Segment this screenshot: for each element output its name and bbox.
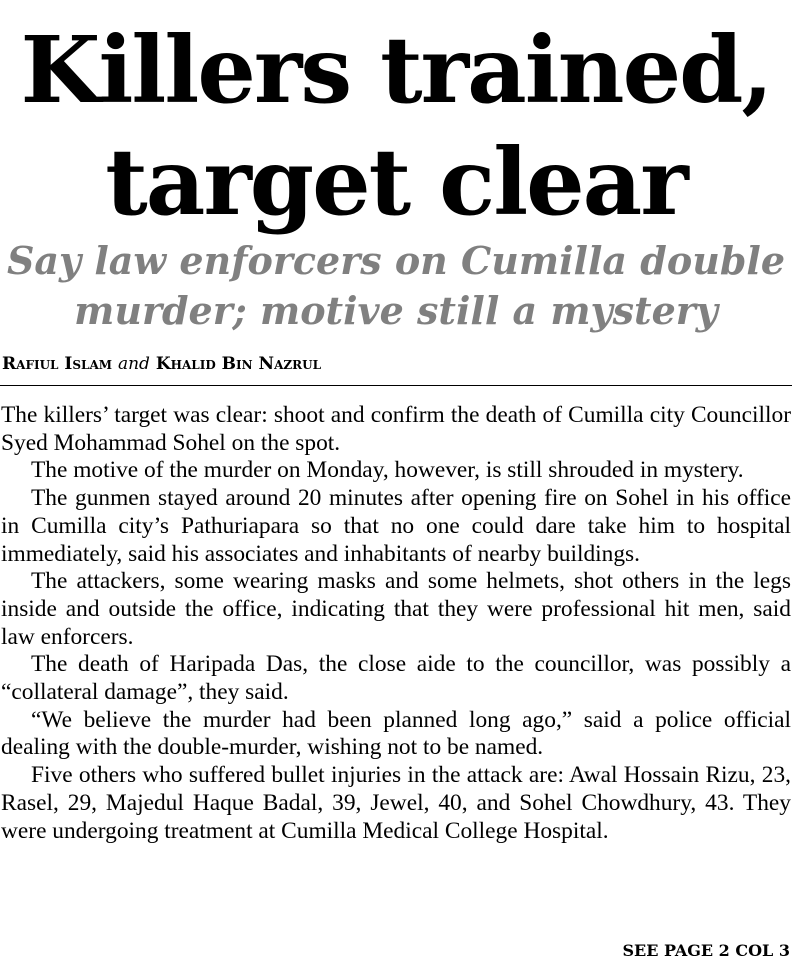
byline-author-1: Rafiul Islam (2, 354, 113, 374)
byline (2, 352, 782, 376)
paragraph-2: The motive of the murder on Monday, however, is still shrouded in mystery. (31, 457, 744, 484)
headline-line-2: target clear (105, 128, 687, 236)
headline (0, 14, 792, 238)
subheadline (0, 236, 792, 336)
paragraph-6: “We believe the murder had been planned long ago,” said a police official dealing with the double-murder, wishing not to be named. (1, 706, 791, 761)
paragraph-5: The death of Haripada Das, the close aide to the councillor, was possibly a “collateral damage”, they said. (1, 651, 791, 706)
paragraph-3: The gunmen stayed around 20 minutes after opening fire on Sohel in his office in Cumilla city’s Pathuriapara so that no one could dare take him to hospital immediately, said his associates and inhabitants of nearby buildings. (1, 485, 791, 567)
headline-line-1: Killers trained, (20, 16, 772, 124)
byline-conjunction: and (117, 354, 150, 374)
paragraph-4: The attackers, some wearing masks and some helmets, shot others in the legs inside and outside the office, indicating that they were professional hit men, said law enforcers. (1, 568, 791, 650)
subheadline-line-1: Say law enforcers on Cumilla double (6, 238, 786, 283)
byline-divider (0, 385, 792, 386)
paragraph-1: The killers’ target was clear: shoot and confirm the death of Cumilla city Councillor Syed Mohammad Sohel on the spot. (1, 402, 791, 456)
subheadline-line-2: murder; motive still a mystery (74, 288, 718, 333)
paragraph-7: Five others who suffered bullet injuries in the attack are: Awal Hossain Rizu, 23, Rasel, 29, Majedul Haque Badal, 39, Jewel, 40, and Sohel Chowdhury, 43. They were undergoing treatment at Cumilla Medical College Hospital. (1, 762, 791, 844)
byline-author-2: Khalid Bin Nazrul (155, 354, 322, 374)
continuation-note: SEE PAGE 2 COL 3 (622, 941, 790, 960)
article-body (1, 402, 791, 845)
